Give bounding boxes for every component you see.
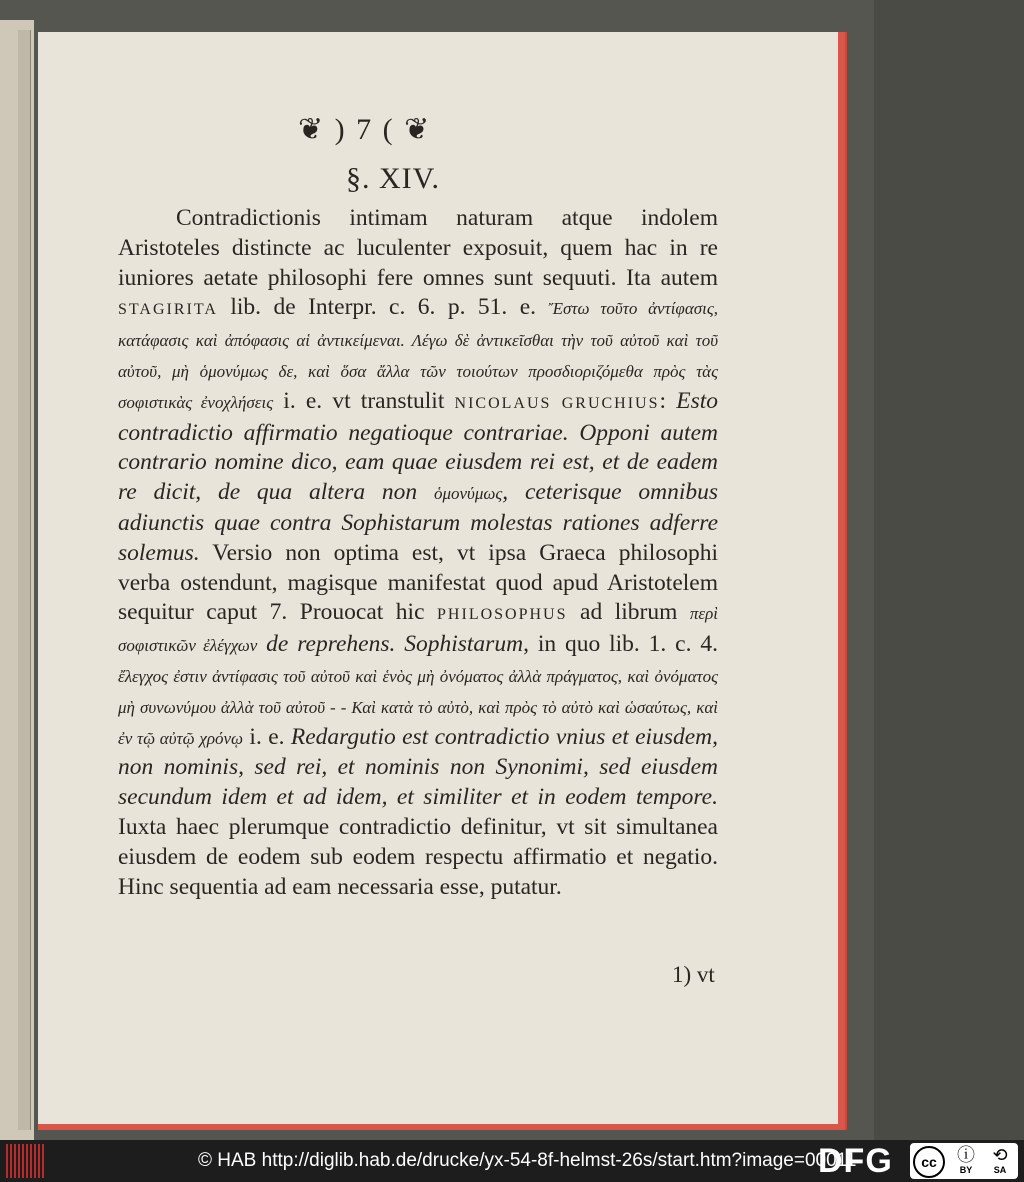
barcode-icon	[6, 1144, 44, 1178]
greek-quote: Ἔστω τοῦτο ἀντίφασις, κατάφασις καὶ ἀπόφασις αἱ ἀντικείμεναι. Λέγω δὲ ἀντικεῖσθαι τὴν τοῦ αὐτοῦ καὶ τοῦ αὐτοῦ, μὴ ὁμονύμως δε, καὶ ὅσα ἄλλα τῶν τοιούτων προσδιοριζόμεθα πρὸς τὰς σοφιστικὰς ἐνοχλήσεις	[118, 299, 718, 412]
text-run: ad librum	[567, 599, 690, 626]
small-caps-name: NICOLAUS GRUCHIUS	[454, 394, 660, 412]
by-icon: ⓘ BY	[957, 1145, 975, 1175]
greek-title: περὶ σοφιστικῶν ἐλέγχων	[118, 604, 718, 656]
latin-title: de reprehens. Sophistarum	[257, 631, 524, 658]
book-page	[38, 32, 845, 1130]
text-run: Iuxta haec plerumque contradictio definitur, vt sit simultanea eiusdem de eodem sub eodem respectu affirmatio et negatio. Hinc sequentia ad eam necessaria esse, putatur.	[118, 813, 718, 900]
paragraph	[118, 204, 718, 902]
left-page-binding	[18, 30, 31, 1130]
cc-license-badge[interactable]	[910, 1143, 1018, 1179]
text-run: lib. de Interpr. c. 6. p. 51. e.	[217, 294, 549, 321]
running-head: ❦ ) 7 ( ❦	[298, 113, 432, 146]
permalink[interactable]: © HAB http://diglib.hab.de/drucke/yx-54-8f-helmst-26s/start.htm?image=00011	[198, 1150, 857, 1171]
small-caps-name: PHILOSOPHUS	[437, 606, 568, 624]
catchword: 1) vt	[672, 962, 715, 987]
text-run: Contradictionis intimam naturam atque indolem Aristoteles distincte ac luculenter exposuit, quem hac in re iuniores aetate philosophi fere omnes sunt sequuti. Ita autem	[118, 205, 718, 291]
latin-translation: Redargutio est contradictio vnius et eiusdem, non nominis, sed rei, et nominis non Synonimi, sed eiusdem secundum idem et ad idem, et similiter et in eodem tempore.	[118, 723, 718, 811]
greek-word: ὁμονύμως	[433, 484, 503, 504]
text-run: :	[659, 387, 677, 414]
footer-bar	[0, 1140, 1024, 1182]
sa-icon: ⟲ SA	[992, 1145, 1008, 1175]
latin-translation: Esto contradictio affirmatio negatioque contrariae. Opponi autem contrario nomine dico, eam quae eiusdem rei est, et de eadem re dicit, de qua altera non	[118, 387, 718, 506]
text-run: , in quo lib. 1. c. 4.	[523, 631, 718, 658]
small-caps-name: STAGIRITA	[118, 301, 218, 319]
body-text	[118, 204, 718, 902]
scan-margin-right	[874, 0, 1024, 1140]
text-run: i. e. vt transtulit	[273, 387, 455, 414]
greek-quote: ἔλεγχος ἐστιν ἀντίφασις τοῦ αὐτοῦ καὶ ἑνὸς μὴ ὀνόματος ἀλλὰ πράγματος, καὶ ὀνόματος μὴ συνωνύμου ἀλλὰ τοῦ αὐτοῦ - - Καὶ κατὰ τὸ αὐτὸ, καὶ πρὸς τὸ αὐτὸ καὶ ὡσαύτως, καὶ ἐν τῷ αὐτῷ χρόνῳ	[118, 666, 718, 748]
text-run: Versio non optima est, vt ipsa Graeca philosophi verba ostendunt, magisque manifestat quod apud Aristotelem sequitur caput 7. Prouocat hic	[118, 539, 718, 626]
text-run: i. e.	[243, 723, 291, 750]
latin-translation: , ceterisque omnibus adiunctis quae contra Sophistarum molestas rationes adferre solemus.	[118, 479, 718, 566]
section-title: §. XIV.	[346, 162, 440, 195]
dfg-logo: DFG	[818, 1142, 893, 1180]
cc-icon: cc	[913, 1146, 945, 1178]
